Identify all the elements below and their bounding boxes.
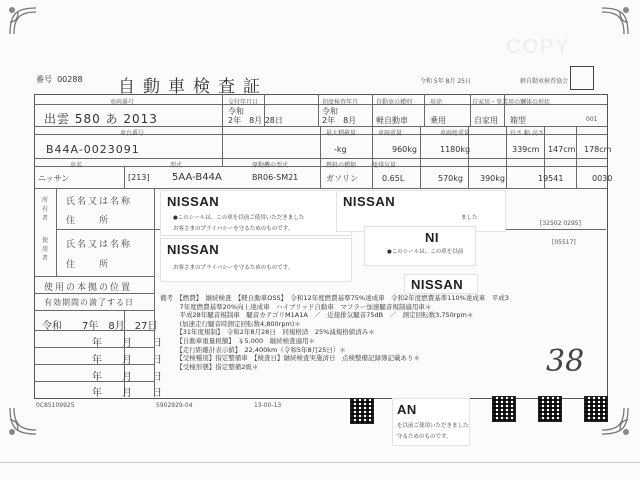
issue-date: 令和 5年 8月 25日 (420, 78, 471, 85)
vehicle-inspection-certificate: COPY 番号 00288 自動車検査証 令和 5年 8月 25日 軽自動車検査協会 車両番号 交付年月日 初度検査年月 自動車の種別 用途 自家用・事業用の別 車体の形状 出雲 580 あ 2013 令和 2年 8月 28日 令和 2年 8月 軽自動車 乗用 自家用 箱型 001 車台番号 最大積載量 車両重量 車両総重量 長さ 幅 高さ B44A-0023091 -kg 960kg 1180kg 339cm 147cm 178cm 車名 型式 原動機の型式 燃料の種類 総排気量 ニッサン [213] 5AA-B44A BR06-SM21 ガソリン 0.65L 570kg 390kg 19541 0030 所有者 使用者 氏名又は名称 住 所 氏名又は名称 住 所 [32502 0295] [05517] 使用の本拠の位置 有効期間の満了する日 令和 7年 8月 27日 年 月 日 年 月 日 年 月 日 年 月 日 NISSAN ●このシールは、この車を以前ご使用いただきました お客さまのプライバシーを守るためのものです。 NISSAN ました NISSAN お客さまのプライバシーを守るためのものです。 NI ●このシールは、この車を以前 NISSAN AN を以前ご使用いただきました 守るためのものです。 備考 【燃費】 継続検査 【軽自動車OSS】 令和12年度燃費基準75%達成車 令和2年度燃費基準110%達成車 平成3 7年度燃費基準20%向上達成車 ハイブリッド自動車 マフラー加速騒音規制適用車＊ 平成28年騒音規制車 騒音カテゴリM1A1A ／ 近接排気騒音75dB ／ 測定回転数3,750rpm＊ (加速走行騒音時測定回転数4,800rpm)＊ 【31年度規制】 令和2年8月28日 同規格済 25%減規格値済み＊ 【自動車重量税額】 ￥5,000 継続検査適用＊ 【走行距離計表示値】 22,400km（令和5年8月25日）＊ 【受検種別】指定整備車 【検査日】継続検査実施済日 点検整備記録簿記載あり＊ 【受検形態】指定整備2級＊ 38 0C85109925 5902929-04 13-00-13 (0, 0, 640, 480)
ornament-icon (598, 4, 632, 38)
copy-watermark: COPY (506, 36, 571, 58)
privacy-sticker: NISSAN (404, 274, 478, 294)
official-seal (570, 66, 594, 90)
serial-number: 番号 00288 (36, 75, 83, 84)
remarks-block: 備考 【燃費】 継続検査 【軽自動車OSS】 令和12年度燃費基準75%達成車 令和2年度燃費基準110%達成車 平成3 7年度燃費基準20%向上達成車 ハイブリッド自動車 マフラー加速騒音規制適用車＊ 平成28年騒音規制車 騒音カテゴリM1A1A ／ 近接排気騒音75dB ／ 測定回転数3,750rpm＊ (加速走行騒音時測定回転数4,800rpm)＊ 【31年度規制】 令和2年8月28日 同規格済 25%減規格値済み＊ 【自動車重量税額】 ￥5,000 継続検査適用＊ 【走行距離計表示値】 22,400km（令和5年8月25日）＊ 【受検種別】指定整備車 【検査日】継続検査実施済日 点検整備記録簿記載あり＊ 【受検形態】指定整備2級＊ (160, 294, 509, 371)
qr-code (492, 396, 516, 422)
qr-code (538, 396, 562, 422)
handwritten-number: 38 (546, 344, 585, 379)
ornament-icon (6, 4, 40, 38)
privacy-sticker: AN を以前ご使用いただきました 守るためのものです。 (392, 398, 470, 446)
qr-code (584, 396, 608, 422)
privacy-sticker: NISSAN ました (336, 190, 506, 232)
document-title: 自動車検査証 (118, 77, 268, 97)
ornament-icon (6, 404, 40, 438)
issuer: 軽自動車検査協会 (520, 78, 569, 85)
vehicle-id: B44A-0023091 (46, 143, 140, 156)
registration-number: 出雲 580 あ 2013 (44, 112, 158, 126)
privacy-sticker: NISSAN お客さまのプライバシーを守るためのものです。 (160, 238, 352, 282)
qr-code (350, 398, 374, 424)
privacy-sticker: NISSAN ●このシールは、この車を以前ご使用いただきました お客さまのプライバシーを守るためのものです。 (160, 190, 352, 236)
privacy-sticker: NI ●このシールは、この車を以前 (364, 226, 476, 266)
